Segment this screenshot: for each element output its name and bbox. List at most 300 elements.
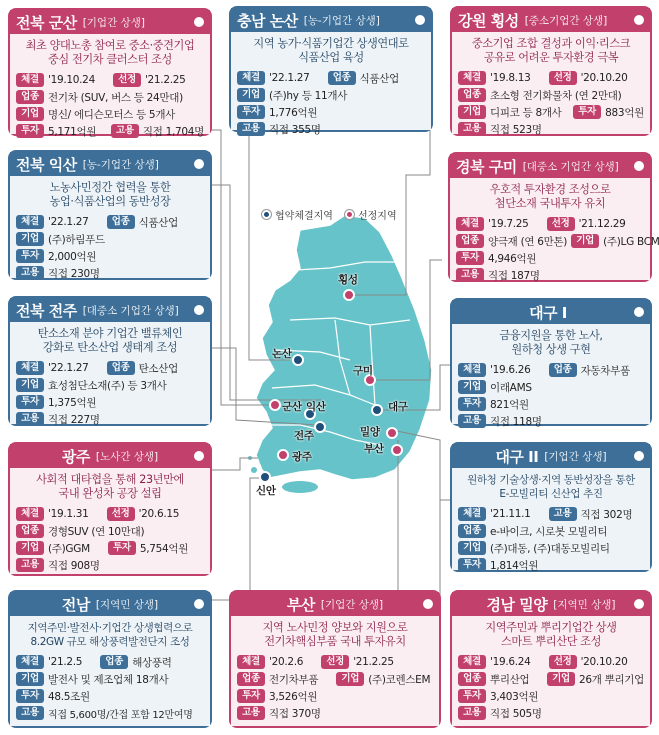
info-value: '20.6.15: [138, 508, 180, 520]
info-label: 선정: [107, 507, 135, 521]
card-gwangju: [8, 442, 212, 576]
summary-line: 지역 농가·식품기업간 상생연대로: [253, 37, 409, 50]
header-dot-icon: [194, 451, 204, 461]
card-summary: [458, 329, 644, 357]
info-label: 체결: [237, 71, 265, 85]
summary-line: 지역주민·발전사·기업간 상생협력으로: [27, 622, 193, 634]
card-daegu2: [450, 442, 652, 572]
info-label: 업종: [458, 672, 486, 686]
card-tag: [기업간 상생]: [82, 16, 145, 29]
info-label: 기업: [458, 380, 486, 394]
info-value: 경형SUV (연 10만대): [48, 525, 145, 538]
info-label: 투자: [573, 105, 601, 119]
info-label: 업종: [549, 363, 577, 377]
info-value: 직접 908명: [48, 559, 100, 572]
card-body: [452, 32, 650, 134]
info-label: 업종: [458, 524, 486, 538]
info-label: 투자: [237, 105, 265, 119]
info-label: 고용: [456, 268, 484, 282]
card-summary: [458, 473, 644, 501]
summary-line: E-모빌리티 신산업 추진: [499, 488, 603, 500]
card-body: [450, 178, 659, 282]
info-label: 고용: [458, 414, 486, 428]
info-row: [16, 654, 204, 670]
card-header: [10, 152, 210, 176]
card-title: 충남 논산: [237, 11, 298, 30]
header-dot-icon: [634, 15, 644, 25]
summary-line: 탄소소재 분야 기업간 밸류체인: [37, 327, 183, 340]
legend-selected-label: 선정지역: [357, 211, 397, 222]
info-value: 이래AMS: [490, 381, 532, 394]
info-label: 업종: [16, 524, 44, 538]
summary-line: 강화로 탄소산업 생태계 조성: [42, 341, 178, 354]
info-row: [16, 688, 204, 704]
info-value: '20.10.20: [580, 72, 628, 84]
card-header: [452, 592, 650, 616]
info-value: 직접 370명: [269, 707, 321, 720]
info-value: 26개 뿌리기업: [578, 673, 644, 686]
info-row: [16, 89, 204, 105]
info-row: [16, 265, 204, 281]
info-row: [237, 671, 433, 687]
info-row: [237, 87, 425, 103]
legend-agreement: [262, 207, 333, 222]
card-header: [450, 154, 650, 178]
info-row: [16, 557, 204, 573]
info-value: '21.12.29: [578, 218, 626, 230]
map-label-hoengseong: 횡성: [338, 274, 358, 286]
card-header: [231, 592, 439, 616]
card-summary: [16, 39, 204, 67]
info-row: [458, 413, 644, 429]
info-value: '19.10.24: [48, 74, 95, 86]
info-label: 체결: [16, 73, 44, 87]
info-row: [458, 557, 644, 573]
info-value: 직접 187명: [488, 269, 540, 282]
info-value: (주)LG BCM: [603, 235, 659, 248]
info-value: 직접 227명: [48, 413, 100, 426]
header-dot-icon: [634, 307, 644, 317]
map-label-gwangju: 광주: [292, 451, 312, 463]
info-row: [458, 671, 644, 687]
info-value: '19.1.31: [48, 508, 89, 520]
info-value: '19.6.24: [490, 656, 531, 668]
info-value: 1,814억원: [490, 559, 539, 572]
info-value: '20.10.20: [580, 656, 628, 668]
info-row: [16, 106, 204, 122]
info-row: [16, 705, 204, 721]
info-row: [458, 705, 644, 721]
info-label: 고용: [16, 558, 44, 572]
info-label: 체결: [458, 655, 486, 669]
info-row: [237, 104, 425, 120]
info-row: [458, 362, 644, 378]
summary-line: 최초 양대노총 참여로 중소·중견기업: [25, 39, 195, 52]
card-title: 전북 익산: [16, 155, 77, 174]
info-label: 투자: [458, 689, 486, 703]
header-dot-icon: [194, 599, 204, 609]
summary-line: 스마트 뿌리산단 조성: [501, 635, 601, 648]
info-label: 기업: [16, 107, 44, 121]
info-label: 업종: [100, 655, 128, 669]
card-header: [10, 592, 210, 616]
card-body: [452, 468, 650, 570]
card-header: [10, 10, 210, 34]
info-value: '20.2.6: [269, 656, 304, 668]
summary-line: 첨단소재 국내투자 유치: [494, 197, 606, 210]
summary-line: 중소기업 조합 결성과 이익·리스크: [471, 37, 631, 50]
info-row: [458, 506, 644, 522]
info-label: 선정: [549, 655, 577, 669]
info-value: 직접 302명: [580, 508, 633, 521]
info-row: [16, 72, 204, 88]
card-iksan: [8, 150, 212, 280]
info-label: 업종: [328, 71, 356, 85]
summary-line: 공유로 어려운 투자환경 극복: [483, 51, 619, 64]
info-row: [458, 396, 644, 412]
info-label: 업종: [237, 672, 265, 686]
info-value: 직접 355명: [269, 123, 321, 136]
info-value: 1,375억원: [48, 396, 97, 409]
card-tag: [노사간 상생]: [95, 450, 159, 463]
info-label: 투자: [16, 249, 44, 263]
map-label-gumi: 구미: [353, 365, 373, 377]
info-value: (주)하림푸드: [48, 233, 105, 246]
card-title: 전남: [61, 595, 90, 614]
info-label: 체결: [16, 361, 44, 375]
info-value: '21.2.5: [48, 656, 83, 668]
info-label: 체결: [16, 215, 44, 229]
map-label-busan: 부산: [364, 443, 384, 455]
card-tag: [기업간 상생]: [544, 450, 607, 463]
info-value: 48.5조원: [48, 690, 90, 703]
summary-line: 지역 노사민정 양보와 지원으로: [262, 621, 408, 634]
card-title: 대구 I: [529, 303, 567, 322]
card-busan: [229, 590, 441, 728]
info-label: 고용: [16, 706, 44, 720]
summary-line: 전기차핵심부품 국내 투자유치: [264, 635, 406, 648]
info-value: 5,171억원: [48, 125, 97, 138]
summary-line: 식품산업 육성: [298, 51, 364, 64]
info-label: 선정: [547, 217, 575, 231]
summary-line: 8.2GW 규모 해상풍력발전단지 조성: [30, 636, 190, 648]
info-row: [16, 123, 204, 139]
info-row: [458, 87, 644, 103]
info-row: [458, 379, 644, 395]
card-body: [10, 468, 210, 574]
card-summary: [16, 181, 204, 209]
map-legend: [262, 207, 397, 222]
card-gunsan: [8, 8, 212, 136]
summary-line: 국내 완성차 공장 설립: [58, 487, 162, 500]
agreement-marker-icon: [262, 210, 271, 219]
info-label: 고용: [458, 706, 486, 720]
info-label: 고용: [16, 266, 44, 280]
card-nonsan: [229, 6, 433, 136]
selected-marker-icon: [345, 210, 354, 219]
info-label: 업종: [16, 90, 44, 104]
card-title: 대구 II: [495, 447, 539, 466]
legend-agreement-label: 협약체결지역: [275, 211, 333, 222]
card-header: [452, 300, 650, 324]
card-gumi: [448, 152, 659, 282]
info-value: 효성첨단소재(주) 등 3개사: [48, 379, 167, 392]
info-value: 3,403억원: [490, 690, 539, 703]
info-value: 직접 523명: [490, 123, 542, 136]
info-label: 고용: [111, 124, 139, 138]
info-row: [237, 70, 425, 86]
info-row: [16, 523, 204, 539]
info-label: 투자: [16, 124, 44, 138]
header-dot-icon: [194, 17, 204, 27]
card-summary: [237, 621, 433, 649]
card-title: 광주: [61, 447, 90, 466]
info-label: 투자: [237, 689, 265, 703]
info-label: 체결: [16, 507, 44, 521]
header-dot-icon: [194, 305, 204, 315]
info-value: 직접 5,600명/간접 포함 12만여명: [48, 709, 193, 721]
card-jeonnam: [8, 590, 212, 728]
info-value: (주)GGM: [48, 542, 90, 555]
info-value: 탄소산업: [138, 362, 178, 375]
card-summary: [16, 621, 204, 649]
card-summary: [16, 327, 204, 355]
card-header: [10, 298, 210, 322]
info-label: 기업: [458, 105, 486, 119]
map-label-iksan: 익산: [306, 401, 326, 413]
info-row: [458, 654, 644, 670]
map-label-sinan: 신안: [256, 485, 276, 497]
card-header: [231, 8, 431, 32]
info-label: 체결: [237, 655, 265, 669]
info-value: 4,946억원: [488, 252, 537, 265]
info-label: 고용: [237, 122, 265, 136]
header-dot-icon: [423, 599, 433, 609]
info-row: [16, 506, 204, 522]
info-label: 투자: [458, 397, 486, 411]
info-value: (주)hy 등 11개사: [269, 89, 348, 102]
info-label: 기업: [16, 232, 44, 246]
info-row: [16, 231, 204, 247]
card-tag: [지역민 상생]: [553, 598, 616, 611]
info-label: 체결: [456, 217, 484, 231]
info-label: 투자: [458, 558, 486, 572]
card-body: [10, 176, 210, 278]
info-row: [456, 216, 644, 232]
summary-line: 사회적 대타협을 통해 23년만에: [36, 473, 184, 486]
info-value: 5,754억원: [139, 542, 189, 555]
info-row: [16, 540, 204, 556]
header-dot-icon: [634, 451, 644, 461]
info-row: [456, 250, 644, 266]
card-summary: [458, 37, 644, 65]
summary-line: 금융지원을 통한 노사,: [499, 329, 603, 342]
legend-selected: [345, 207, 397, 222]
card-tag: [농-기업간 상생]: [82, 158, 159, 171]
info-label: 업종: [107, 215, 135, 229]
info-value: '19.7.25: [488, 218, 529, 230]
map-label-jeonju: 전주: [294, 430, 314, 442]
card-body: [231, 32, 431, 136]
card-title: 전북 전주: [16, 301, 77, 320]
info-value: 2,000억원: [48, 250, 97, 263]
info-value: 식품산업: [359, 72, 399, 85]
info-row: [458, 70, 644, 86]
summary-line: 우호적 투자환경 조성으로: [489, 183, 611, 196]
card-title: 전북 군산: [16, 13, 77, 32]
info-row: [458, 523, 644, 539]
info-row: [16, 411, 204, 427]
info-label: 기업: [547, 672, 575, 686]
card-tag: [대중소 기업간 상생]: [522, 160, 619, 173]
info-label: 고용: [16, 412, 44, 426]
info-value: (주)코렌스EM: [368, 673, 431, 686]
info-label: 고용: [549, 507, 577, 521]
info-value: 전기차부품: [269, 673, 319, 686]
info-label: 업종: [456, 234, 484, 248]
info-label: 기업: [571, 234, 599, 248]
summary-line: 원하청 상생 구현: [511, 343, 591, 356]
info-value: 초소형 전기화물차 (연 2만대): [490, 89, 622, 102]
card-body: [452, 616, 650, 726]
info-value: '22.1.27: [48, 362, 89, 374]
card-miryang: [450, 590, 652, 728]
card-body: [231, 616, 439, 726]
info-label: 기업: [336, 672, 364, 686]
summary-line: 농업·식품산업의 동반성장: [49, 195, 171, 208]
info-label: 업종: [458, 88, 486, 102]
summary-line: 중심 전기차 클러스터 조성: [48, 53, 172, 66]
header-dot-icon: [634, 599, 644, 609]
info-label: 선정: [113, 73, 141, 87]
info-value: 자동차부품: [580, 364, 630, 377]
info-value: '22.1.27: [48, 216, 89, 228]
summary-line: 원하청 기술상생·지역 동반성장을 통한: [467, 474, 635, 486]
card-title: 경북 구미: [456, 157, 517, 176]
card-jeonju: [8, 296, 212, 426]
card-header: [10, 444, 210, 468]
card-body: [10, 34, 210, 138]
info-label: 선정: [549, 71, 577, 85]
card-header: [452, 444, 650, 468]
card-tag: [기업간 상생]: [320, 598, 384, 611]
info-label: 선정: [321, 655, 349, 669]
summary-line: 노농사민정간 협력을 통한: [49, 181, 171, 194]
info-row: [458, 688, 644, 704]
info-row: [16, 377, 204, 393]
info-row: [458, 540, 644, 556]
header-dot-icon: [415, 15, 425, 25]
info-value: (주)대동, (주)대동모빌리티: [490, 542, 610, 555]
card-body: [452, 324, 650, 428]
card-summary: [16, 473, 204, 501]
info-label: 체결: [16, 655, 44, 669]
info-value: 직접 230명: [48, 267, 100, 280]
info-value: 821억원: [490, 398, 529, 411]
info-label: 고용: [237, 706, 265, 720]
info-label: 기업: [16, 541, 44, 555]
card-summary: [237, 37, 425, 65]
info-value: 직접 118명: [490, 415, 542, 428]
info-row: [237, 688, 433, 704]
info-label: 투자: [108, 541, 136, 555]
card-tag: [중소기업간 상생]: [524, 14, 608, 27]
info-value: 3,526억원: [269, 690, 318, 703]
info-value: 디피코 등 8개사: [490, 106, 562, 119]
header-dot-icon: [634, 161, 644, 171]
info-row: [16, 248, 204, 264]
info-value: 1,776억원: [269, 106, 318, 119]
info-value: 명신/ 에디슨모터스 등 5개사: [48, 108, 176, 121]
info-value: 883억원: [605, 106, 644, 119]
card-hoengseong: [450, 6, 652, 136]
card-tag: [농-기업간 상생]: [303, 14, 380, 27]
map-label-nonsan: 논산: [272, 348, 292, 360]
info-label: 체결: [458, 507, 486, 521]
card-body: [10, 322, 210, 424]
card-summary: [458, 621, 644, 649]
info-label: 투자: [16, 395, 44, 409]
card-summary: [456, 183, 644, 211]
info-value: 직접 1,704명: [142, 125, 204, 138]
info-label: 기업: [458, 541, 486, 555]
info-value: 전기차 (SUV, 버스 등 24만대): [48, 91, 183, 104]
info-value: 양극재 (연 6만톤): [488, 235, 568, 248]
info-row: [16, 394, 204, 410]
info-label: 투자: [16, 689, 44, 703]
info-row: [237, 654, 433, 670]
info-value: 발전사 및 제조업체 18개사: [48, 673, 169, 686]
map-label-miryang: 밀양: [360, 426, 380, 438]
info-row: [456, 267, 644, 283]
info-row: [16, 360, 204, 376]
header-dot-icon: [194, 159, 204, 169]
card-title: 경남 밀양: [486, 595, 548, 614]
summary-line: 지역주민과 뿌리기업간 상생: [485, 621, 617, 634]
card-title: 강원 횡성: [458, 11, 519, 30]
card-daegu1: [450, 298, 652, 426]
info-row: [237, 705, 433, 721]
map-label-gunsan: 군산: [282, 401, 302, 413]
info-label: 투자: [456, 251, 484, 265]
info-label: 체결: [458, 71, 486, 85]
info-value: '19.8.13: [490, 72, 531, 84]
info-value: '19.6.26: [490, 364, 531, 376]
info-value: 뿌리산업: [490, 673, 530, 686]
card-title: 부산: [286, 595, 315, 614]
info-label: 기업: [237, 88, 265, 102]
info-label: 기업: [16, 378, 44, 392]
info-row: [456, 233, 659, 249]
info-value: '21.11.1: [490, 508, 531, 520]
map-label-daegu: 대구: [388, 401, 408, 413]
info-value: '21.2.25: [144, 74, 186, 86]
info-value: 식품산업: [138, 216, 178, 229]
info-value: e-바이크, 시로봇 모빌리티: [490, 525, 608, 538]
info-row: [16, 214, 204, 230]
info-label: 체결: [458, 363, 486, 377]
card-tag: [지역민 상생]: [95, 598, 159, 611]
info-label: 업종: [107, 361, 135, 375]
card-body: [10, 616, 210, 726]
info-value: 직접 505명: [490, 707, 542, 720]
info-row: [16, 671, 204, 687]
info-value: '21.2.25: [353, 656, 394, 668]
card-tag: [대중소 기업간 상생]: [82, 304, 179, 317]
info-row: [237, 121, 425, 137]
info-label: 고용: [458, 122, 486, 136]
jeju-island: [282, 481, 318, 493]
